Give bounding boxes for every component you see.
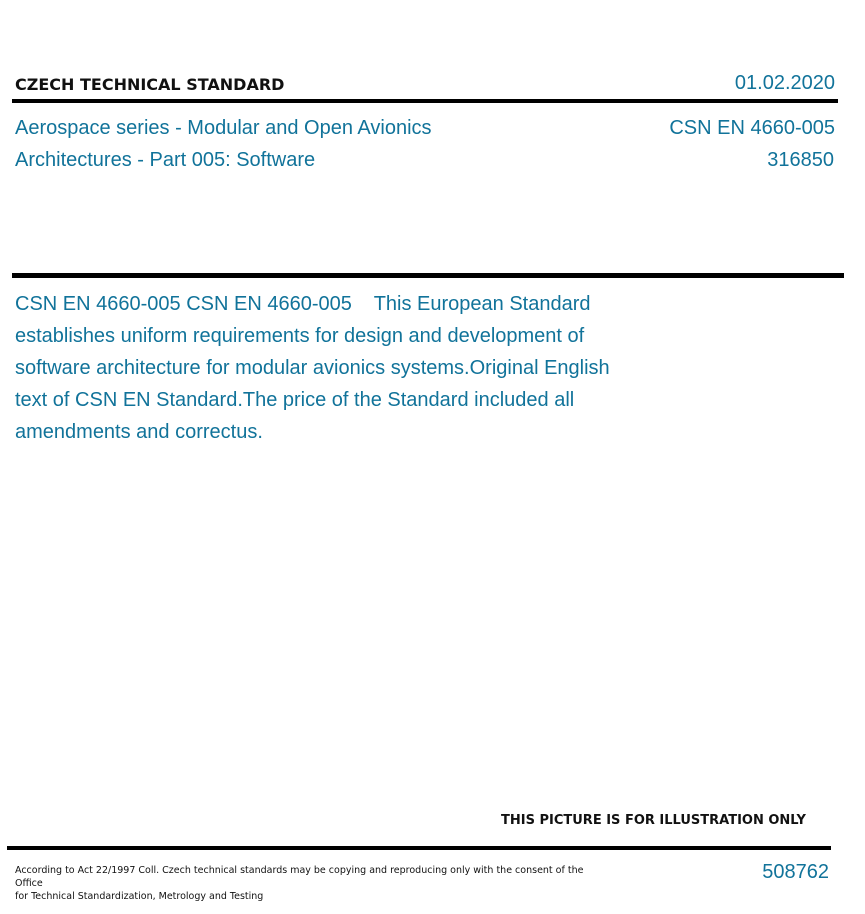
legal-notice-line-2: for Technical Standardization, Metrology and Testing [15, 891, 264, 902]
standard-code: CSN EN 4660-005 [669, 117, 835, 139]
illustration-disclaimer: THIS PICTURE IS FOR ILLUSTRATION ONLY [501, 813, 806, 828]
catalog-number: 316850 [767, 149, 834, 171]
legal-notice [15, 864, 585, 903]
standard-title-line-1: Aerospace series - Modular and Open Avionics [15, 117, 432, 139]
header-divider [12, 99, 838, 103]
abstract-text: CSN EN 4660-005 CSN EN 4660-005 This European Standard establishes uniform requirements for design and development of software architecture for modular avionics systems.Original English text of CSN EN Standard.The price of the Standard included all amendments and correctus. [15, 293, 616, 443]
footer-divider [7, 846, 831, 850]
publication-date: 01.02.2020 [734, 72, 835, 94]
standard-title-line-2: Architectures - Part 005: Software [15, 149, 316, 171]
footer-number: 508762 [762, 861, 829, 883]
section-divider [12, 273, 844, 278]
document-type-label: CZECH TECHNICAL STANDARD [15, 75, 285, 94]
legal-notice-line-1: According to Act 22/1997 Coll. Czech technical standards may be copying and reproducing only with the consent of the Office [15, 865, 584, 889]
